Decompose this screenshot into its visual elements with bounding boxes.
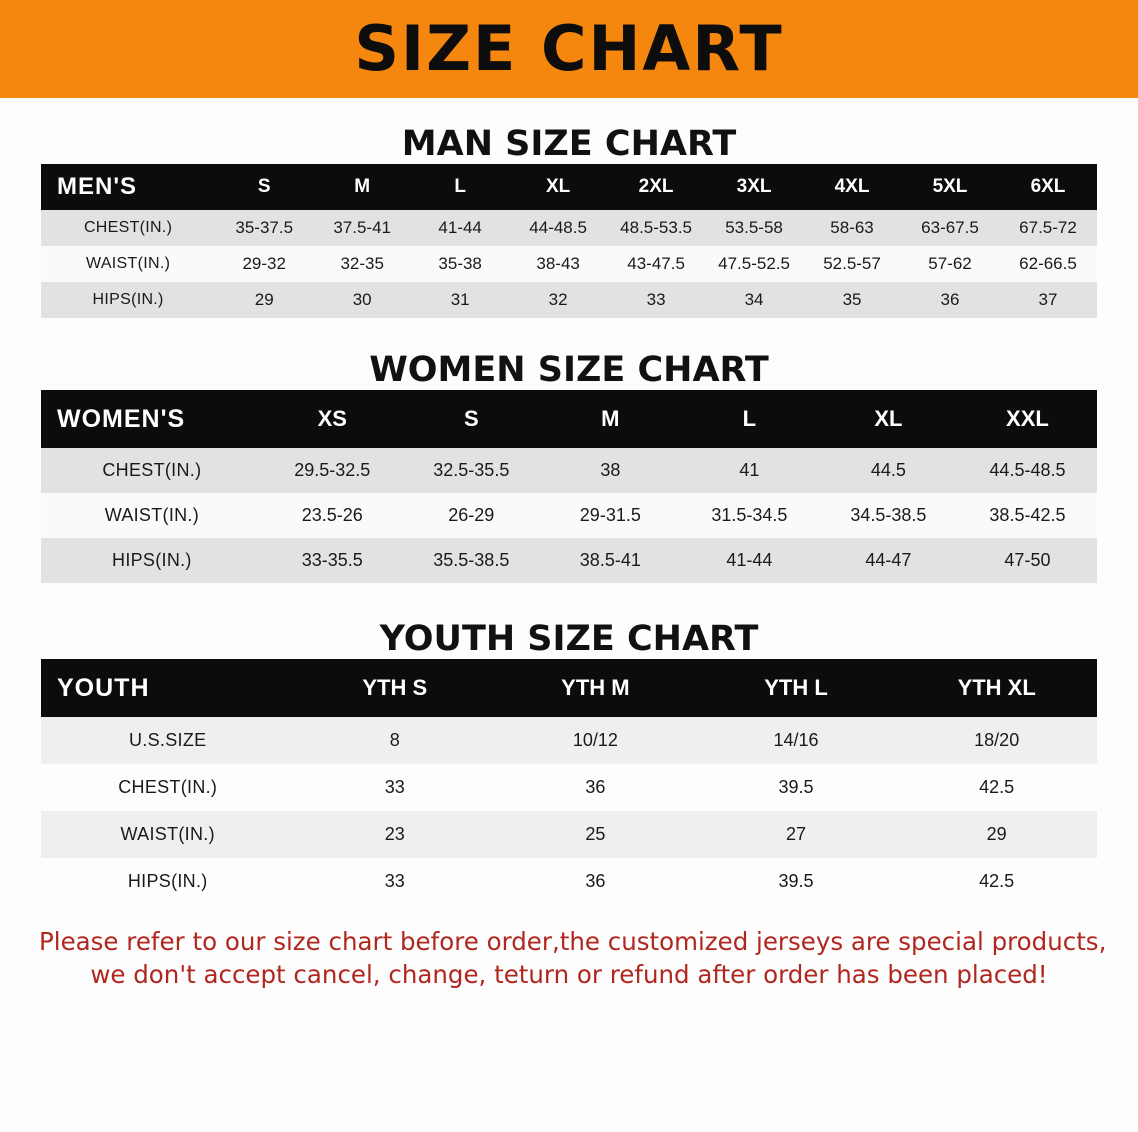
cell: 29 bbox=[254, 290, 274, 309]
cell: 32.5-35.5 bbox=[433, 460, 510, 480]
women-table-wrapper bbox=[41, 390, 1097, 583]
women-section-title: WOMEN SIZE CHART bbox=[369, 350, 769, 390]
cell: 52.5-57 bbox=[823, 254, 881, 273]
women-header-l: L bbox=[742, 406, 757, 431]
row-label-chest: CHEST(IN.) bbox=[118, 777, 218, 797]
row-label-hips: HIPS(IN.) bbox=[127, 871, 208, 891]
cell: 39.5 bbox=[778, 777, 814, 797]
cell: 41 bbox=[739, 460, 760, 480]
cell: 29.5-32.5 bbox=[294, 460, 371, 480]
cell: 37.5-41 bbox=[333, 218, 392, 237]
table-header-row bbox=[41, 164, 1097, 210]
cell: 58-63 bbox=[830, 218, 874, 237]
row-label-chest: CHEST(IN.) bbox=[83, 219, 173, 236]
cell: 18/20 bbox=[974, 730, 1020, 750]
table-row bbox=[41, 210, 1097, 246]
table-row bbox=[41, 764, 1097, 811]
cell: 63-67.5 bbox=[921, 218, 979, 237]
man-header-4xl: 4XL bbox=[834, 176, 870, 197]
youth-table-body bbox=[41, 717, 1097, 905]
cell: 39.5 bbox=[778, 871, 814, 891]
women-header-s: S bbox=[463, 406, 479, 431]
cell: 33 bbox=[646, 290, 666, 309]
table-row bbox=[41, 246, 1097, 282]
cell: 41-44 bbox=[726, 550, 773, 570]
youth-header-m: YTH M bbox=[561, 675, 630, 700]
cell: 31 bbox=[450, 290, 470, 309]
row-label-hips: HIPS(IN.) bbox=[112, 550, 192, 570]
man-header-6xl: 6XL bbox=[1030, 176, 1066, 197]
cell: 33 bbox=[384, 777, 405, 797]
footer-note-line-1: Please refer to our size chart before order,the customized jerseys are special products, bbox=[39, 927, 1107, 956]
table-row bbox=[41, 811, 1097, 858]
table-row bbox=[41, 493, 1097, 538]
cell: 34 bbox=[744, 290, 764, 309]
women-header-m: M bbox=[601, 406, 620, 431]
cell: 32 bbox=[548, 290, 568, 309]
table-header-row bbox=[41, 659, 1097, 717]
cell: 42.5 bbox=[979, 777, 1015, 797]
table-row bbox=[41, 282, 1097, 318]
cell: 33-35.5 bbox=[301, 550, 363, 570]
cell: 35-38 bbox=[438, 254, 482, 273]
row-label-hips: HIPS(IN.) bbox=[92, 291, 164, 308]
cell: 67.5-72 bbox=[1019, 218, 1077, 237]
header-banner bbox=[0, 0, 1138, 98]
row-label-waist: WAIST(IN.) bbox=[104, 505, 200, 525]
cell: 37 bbox=[1038, 290, 1058, 309]
row-label-waist: WAIST(IN.) bbox=[86, 255, 171, 272]
women-header-label: WOMEN'S bbox=[57, 404, 186, 433]
cell: 62-66.5 bbox=[1019, 254, 1077, 273]
table-row bbox=[41, 858, 1097, 905]
youth-header-label: YOUTH bbox=[57, 673, 150, 702]
cell: 44.5 bbox=[870, 460, 906, 480]
table-row bbox=[41, 717, 1097, 764]
cell: 31.5-34.5 bbox=[711, 505, 788, 525]
page-title: SIZE CHART bbox=[354, 12, 784, 85]
table-header-row bbox=[41, 390, 1097, 448]
man-header-label: MEN'S bbox=[57, 173, 138, 200]
cell: 29-32 bbox=[242, 254, 286, 273]
cell: 34.5-38.5 bbox=[850, 505, 927, 525]
cell: 44-47 bbox=[865, 550, 912, 570]
man-table-body bbox=[41, 210, 1097, 318]
youth-table-wrapper bbox=[41, 659, 1097, 905]
cell: 23.5-26 bbox=[301, 505, 363, 525]
cell: 10/12 bbox=[572, 730, 618, 750]
man-section-title: MAN SIZE CHART bbox=[401, 124, 737, 164]
row-label-waist: WAIST(IN.) bbox=[120, 824, 215, 844]
women-header-xs: XS bbox=[317, 406, 347, 431]
table-row bbox=[41, 538, 1097, 583]
women-table-head bbox=[41, 390, 1097, 448]
youth-section-title: YOUTH SIZE CHART bbox=[379, 619, 759, 659]
cell: 38-43 bbox=[536, 254, 580, 273]
women-table-body bbox=[41, 448, 1097, 583]
youth-header-xl: YTH XL bbox=[957, 675, 1036, 700]
youth-header-s: YTH S bbox=[362, 675, 428, 700]
cell: 38.5-41 bbox=[579, 550, 641, 570]
footer-note-line-2: we don't accept cancel, change, teturn or refund after order has been placed! bbox=[90, 960, 1048, 990]
table-row bbox=[41, 448, 1097, 493]
cell: 32-35 bbox=[340, 254, 384, 273]
cell: 44-48.5 bbox=[529, 218, 587, 237]
cell: 38.5-42.5 bbox=[989, 505, 1066, 525]
cell: 36 bbox=[940, 290, 960, 309]
youth-size-table bbox=[41, 659, 1097, 905]
cell: 8 bbox=[389, 730, 400, 750]
women-header-xl: XL bbox=[874, 406, 903, 431]
cell: 26-29 bbox=[448, 505, 495, 525]
man-size-table bbox=[41, 164, 1097, 318]
cell: 38 bbox=[600, 460, 621, 480]
man-table-head bbox=[41, 164, 1097, 210]
man-header-xl: XL bbox=[545, 176, 571, 197]
cell: 43-47.5 bbox=[627, 254, 685, 273]
row-label-chest: CHEST(IN.) bbox=[102, 460, 202, 480]
man-header-m: M bbox=[354, 176, 371, 197]
man-header-s: S bbox=[257, 176, 271, 197]
women-header-xxl: XXL bbox=[1006, 406, 1049, 431]
row-label-us-size: U.S.SIZE bbox=[129, 730, 207, 750]
cell: 47.5-52.5 bbox=[718, 254, 790, 273]
footer-note bbox=[39, 925, 1107, 992]
cell: 27 bbox=[786, 824, 807, 844]
man-header-2xl: 2XL bbox=[638, 176, 674, 197]
cell: 23 bbox=[384, 824, 405, 844]
cell: 36 bbox=[585, 777, 606, 797]
man-table-wrapper bbox=[41, 164, 1097, 318]
man-header-l: L bbox=[454, 176, 466, 197]
cell: 53.5-58 bbox=[725, 218, 783, 237]
man-header-5xl: 5XL bbox=[932, 176, 968, 197]
cell: 29 bbox=[986, 824, 1007, 844]
women-size-table bbox=[41, 390, 1097, 583]
cell: 35.5-38.5 bbox=[433, 550, 510, 570]
cell: 44.5-48.5 bbox=[989, 460, 1066, 480]
cell: 47-50 bbox=[1004, 550, 1051, 570]
youth-header-l: YTH L bbox=[764, 675, 828, 700]
cell: 36 bbox=[585, 871, 606, 891]
cell: 30 bbox=[352, 290, 372, 309]
cell: 35 bbox=[842, 290, 862, 309]
cell: 48.5-53.5 bbox=[620, 218, 693, 237]
cell: 25 bbox=[585, 824, 606, 844]
youth-table-head bbox=[41, 659, 1097, 717]
cell: 42.5 bbox=[979, 871, 1015, 891]
cell: 14/16 bbox=[773, 730, 819, 750]
cell: 35-37.5 bbox=[235, 218, 294, 237]
man-header-3xl: 3XL bbox=[736, 176, 772, 197]
cell: 29-31.5 bbox=[579, 505, 641, 525]
cell: 57-62 bbox=[928, 254, 972, 273]
cell: 33 bbox=[384, 871, 405, 891]
cell: 41-44 bbox=[438, 218, 482, 237]
